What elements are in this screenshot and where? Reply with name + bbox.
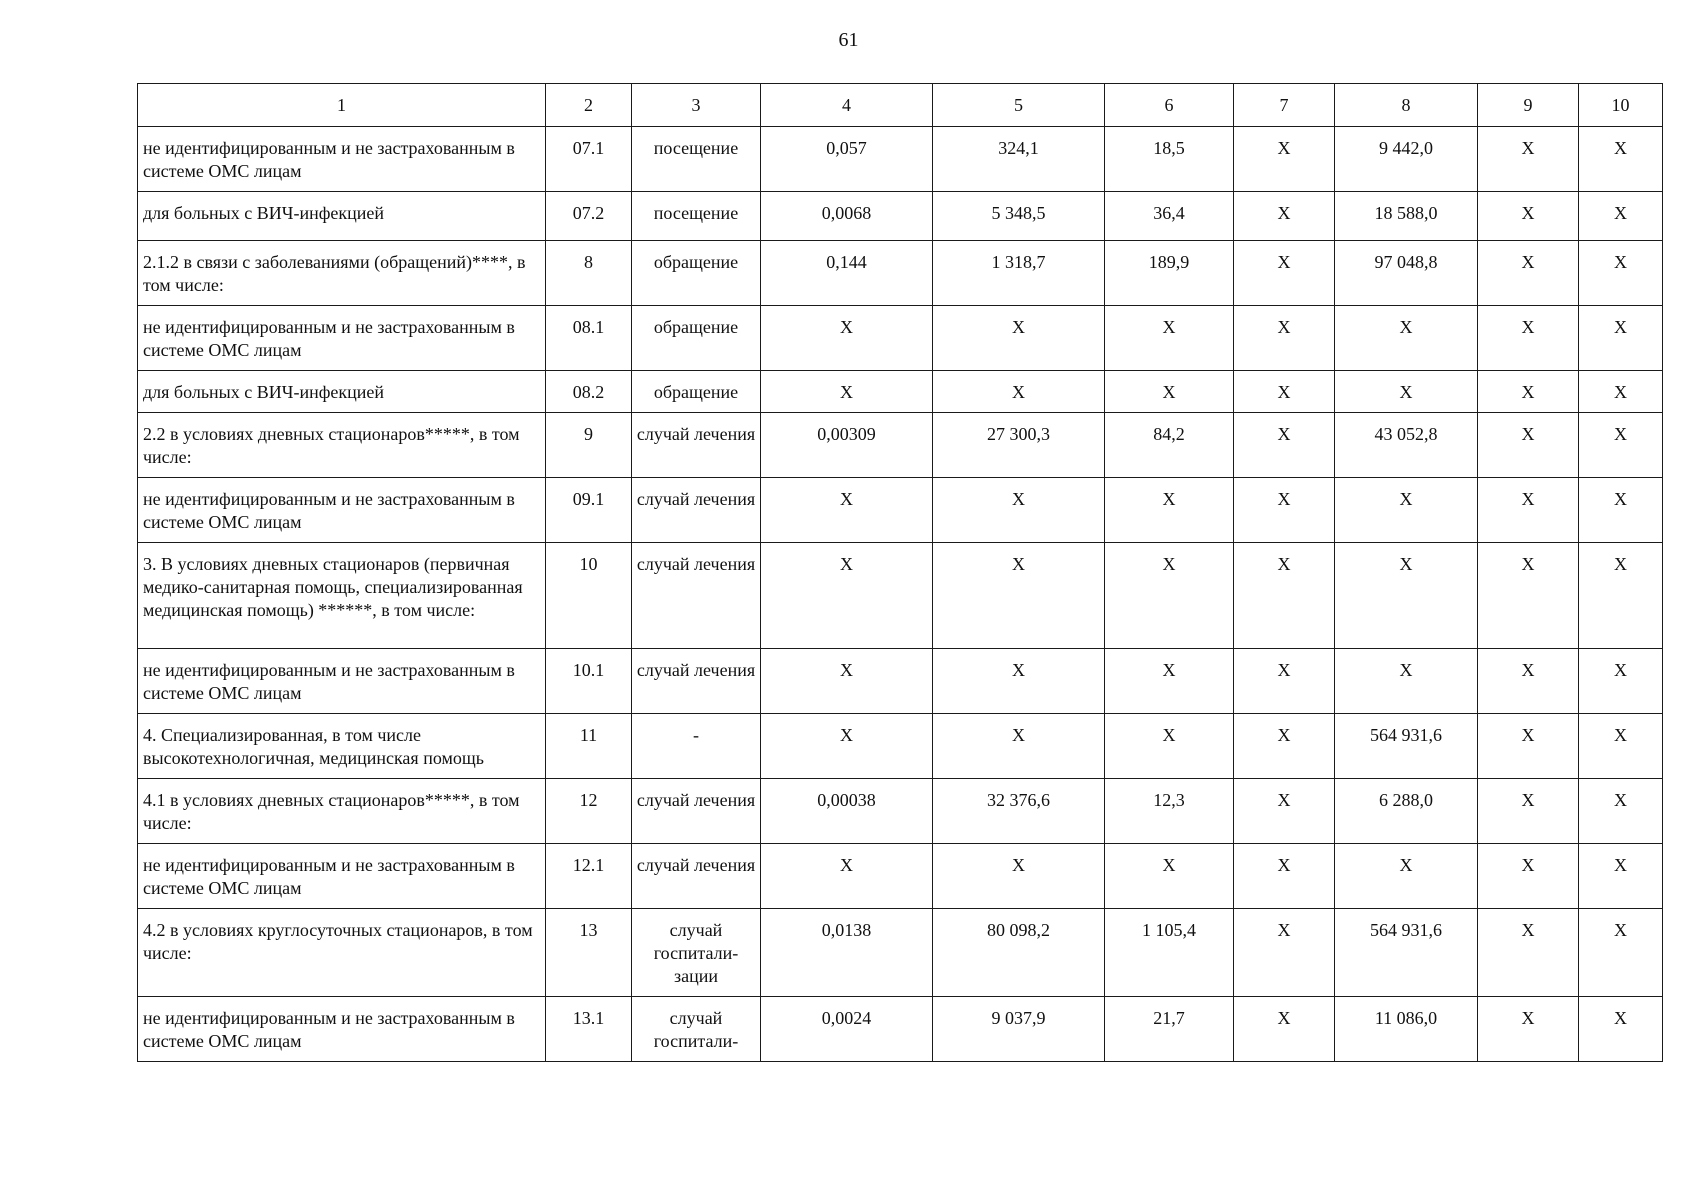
table-row (138, 649, 1663, 714)
table-cell: Х (1478, 779, 1579, 844)
table-cell: 43 052,8 (1335, 413, 1478, 478)
table-cell: Х (1579, 543, 1663, 649)
table-row (138, 779, 1663, 844)
row-description: 4.2 в условиях круглосуточных стационаров, в том числе: (138, 909, 546, 997)
table-cell: случай лечения (632, 413, 761, 478)
table-cell: Х (1579, 192, 1663, 241)
table-cell: 12.1 (546, 844, 632, 909)
column-number-2: 2 (546, 84, 632, 127)
table-cell: посещение (632, 192, 761, 241)
table-cell: случай госпитали- (632, 997, 761, 1062)
table-cell: Х (1105, 714, 1234, 779)
table-cell: случай лечения (632, 844, 761, 909)
table-cell: 13 (546, 909, 632, 997)
table-cell: Х (1579, 649, 1663, 714)
table-cell: Х (1478, 371, 1579, 413)
table-cell: Х (933, 371, 1105, 413)
table-cell: Х (1478, 241, 1579, 306)
table-cell: 324,1 (933, 127, 1105, 192)
table-cell: Х (933, 306, 1105, 371)
table-cell: Х (1579, 844, 1663, 909)
table-cell: Х (933, 844, 1105, 909)
row-description: для больных с ВИЧ-инфекцией (138, 371, 546, 413)
table-cell: 21,7 (1105, 997, 1234, 1062)
table-cell: Х (1234, 997, 1335, 1062)
table-cell: случай лечения (632, 543, 761, 649)
table-cell: Х (1335, 844, 1478, 909)
table-cell: случай госпитали-зации (632, 909, 761, 997)
table-cell: Х (761, 478, 933, 543)
table-cell: 12 (546, 779, 632, 844)
table-cell: Х (1234, 192, 1335, 241)
table-cell: 07.2 (546, 192, 632, 241)
column-number-9: 9 (1478, 84, 1579, 127)
table-cell: 564 931,6 (1335, 714, 1478, 779)
table-cell: 9 442,0 (1335, 127, 1478, 192)
table-cell: 13.1 (546, 997, 632, 1062)
table-cell: случай лечения (632, 779, 761, 844)
table-row (138, 413, 1663, 478)
table-cell: 6 288,0 (1335, 779, 1478, 844)
table-cell: Х (1105, 844, 1234, 909)
table-cell: Х (1579, 478, 1663, 543)
row-description: 2.2 в условиях дневных стационаров*****, в том числе: (138, 413, 546, 478)
table-cell: 0,057 (761, 127, 933, 192)
table-cell: 18 588,0 (1335, 192, 1478, 241)
table-cell: 27 300,3 (933, 413, 1105, 478)
table-cell: обращение (632, 306, 761, 371)
column-number-10: 10 (1579, 84, 1663, 127)
table-row (138, 241, 1663, 306)
column-number-7: 7 (1234, 84, 1335, 127)
data-table (137, 83, 1663, 1062)
table-cell: Х (1478, 844, 1579, 909)
table-cell: Х (1335, 371, 1478, 413)
column-number-3: 3 (632, 84, 761, 127)
table-cell: 5 348,5 (933, 192, 1105, 241)
table-cell: Х (1234, 844, 1335, 909)
table-cell: 0,0138 (761, 909, 933, 997)
table-cell: 08.2 (546, 371, 632, 413)
table-cell: 80 098,2 (933, 909, 1105, 997)
table-cell: Х (1478, 543, 1579, 649)
table-cell: 0,00038 (761, 779, 933, 844)
table-row (138, 306, 1663, 371)
table-cell: Х (1478, 714, 1579, 779)
row-description: не идентифицированным и не застрахованным в системе ОМС лицам (138, 306, 546, 371)
table-cell: 18,5 (1105, 127, 1234, 192)
table-cell: Х (1234, 714, 1335, 779)
table-row (138, 909, 1663, 997)
column-number-1: 1 (138, 84, 546, 127)
table-cell: Х (1234, 478, 1335, 543)
row-description: не идентифицированным и не застрахованным в системе ОМС лицам (138, 997, 546, 1062)
table-cell: Х (1335, 649, 1478, 714)
row-description: 2.1.2 в связи с заболеваниями (обращений)****, в том числе: (138, 241, 546, 306)
table-cell: 10.1 (546, 649, 632, 714)
column-number-8: 8 (1335, 84, 1478, 127)
row-description: не идентифицированным и не застрахованным в системе ОМС лицам (138, 649, 546, 714)
row-description: не идентифицированным и не застрахованным в системе ОМС лицам (138, 127, 546, 192)
table-row (138, 543, 1663, 649)
table-header-row (138, 84, 1663, 127)
table-cell: Х (1478, 478, 1579, 543)
table-cell: Х (1579, 779, 1663, 844)
table-row (138, 127, 1663, 192)
table-cell: 84,2 (1105, 413, 1234, 478)
table-cell: Х (1579, 997, 1663, 1062)
table-cell: Х (1579, 371, 1663, 413)
table-cell: Х (933, 543, 1105, 649)
table-cell: Х (1478, 413, 1579, 478)
table-row (138, 478, 1663, 543)
table-cell: 11 086,0 (1335, 997, 1478, 1062)
column-number-4: 4 (761, 84, 933, 127)
table-cell: случай лечения (632, 649, 761, 714)
table-cell: Х (1234, 909, 1335, 997)
table-cell: 09.1 (546, 478, 632, 543)
table-row (138, 371, 1663, 413)
table-cell: Х (933, 714, 1105, 779)
table-cell: 36,4 (1105, 192, 1234, 241)
table-cell: Х (1234, 127, 1335, 192)
table-cell: Х (1335, 306, 1478, 371)
table-cell: Х (1105, 371, 1234, 413)
table-cell: 32 376,6 (933, 779, 1105, 844)
table-row (138, 997, 1663, 1062)
table-cell: Х (761, 371, 933, 413)
table-cell: 97 048,8 (1335, 241, 1478, 306)
table-cell: 189,9 (1105, 241, 1234, 306)
table-cell: 0,0068 (761, 192, 933, 241)
table-cell: Х (1105, 543, 1234, 649)
row-description: не идентифицированным и не застрахованным в системе ОМС лицам (138, 478, 546, 543)
table-cell: Х (761, 543, 933, 649)
table-cell: 12,3 (1105, 779, 1234, 844)
table-cell: - (632, 714, 761, 779)
table-cell: Х (761, 844, 933, 909)
table-cell: 11 (546, 714, 632, 779)
table-cell: 1 105,4 (1105, 909, 1234, 997)
table-cell: Х (1579, 306, 1663, 371)
table-cell: 0,0024 (761, 997, 933, 1062)
table-cell: Х (1234, 779, 1335, 844)
table-cell: Х (1105, 478, 1234, 543)
table-cell: обращение (632, 371, 761, 413)
row-description: 3. В условиях дневных стационаров (первичная медико-санитарная помощь, специализированная медицинская помощь) ******, в том числе: (138, 543, 546, 649)
table-cell: Х (1579, 413, 1663, 478)
table-cell: обращение (632, 241, 761, 306)
table-cell: Х (1105, 306, 1234, 371)
table-cell: Х (1335, 478, 1478, 543)
table-cell: Х (1234, 543, 1335, 649)
table-cell: 10 (546, 543, 632, 649)
table-cell: Х (1234, 306, 1335, 371)
table-cell: 564 931,6 (1335, 909, 1478, 997)
table-cell: Х (1478, 192, 1579, 241)
table-row (138, 844, 1663, 909)
table-cell: Х (1579, 241, 1663, 306)
table-cell: Х (933, 478, 1105, 543)
table-cell: 08.1 (546, 306, 632, 371)
table-cell: 1 318,7 (933, 241, 1105, 306)
table-cell: Х (1478, 909, 1579, 997)
table-cell: Х (1335, 543, 1478, 649)
table-cell: Х (1478, 127, 1579, 192)
table-cell: Х (761, 306, 933, 371)
row-description: не идентифицированным и не застрахованным в системе ОМС лицам (138, 844, 546, 909)
table-cell: Х (761, 714, 933, 779)
table-cell: 9 037,9 (933, 997, 1105, 1062)
table-cell: посещение (632, 127, 761, 192)
table-cell: Х (1579, 714, 1663, 779)
table-cell: Х (1478, 649, 1579, 714)
table-row (138, 192, 1663, 241)
table-cell: Х (933, 649, 1105, 714)
table-cell: Х (1579, 127, 1663, 192)
table-cell: 9 (546, 413, 632, 478)
table-cell: Х (1478, 997, 1579, 1062)
column-number-6: 6 (1105, 84, 1234, 127)
table-cell: Х (1234, 649, 1335, 714)
column-number-5: 5 (933, 84, 1105, 127)
row-description: для больных с ВИЧ-инфекцией (138, 192, 546, 241)
table-cell: Х (1579, 909, 1663, 997)
table-cell: Х (1234, 371, 1335, 413)
table-cell: Х (1105, 649, 1234, 714)
table-cell: 8 (546, 241, 632, 306)
table-cell: 0,00309 (761, 413, 933, 478)
table-cell: 07.1 (546, 127, 632, 192)
table-cell: Х (1234, 413, 1335, 478)
table-cell: Х (761, 649, 933, 714)
table-cell: Х (1478, 306, 1579, 371)
table-cell: случай лечения (632, 478, 761, 543)
row-description: 4. Специализированная, в том числе высокотехнологичная, медицинская помощь (138, 714, 546, 779)
table-cell: Х (1234, 241, 1335, 306)
page-number: 61 (838, 29, 859, 51)
table-cell: 0,144 (761, 241, 933, 306)
table-row (138, 714, 1663, 779)
row-description: 4.1 в условиях дневных стационаров*****, в том числе: (138, 779, 546, 844)
